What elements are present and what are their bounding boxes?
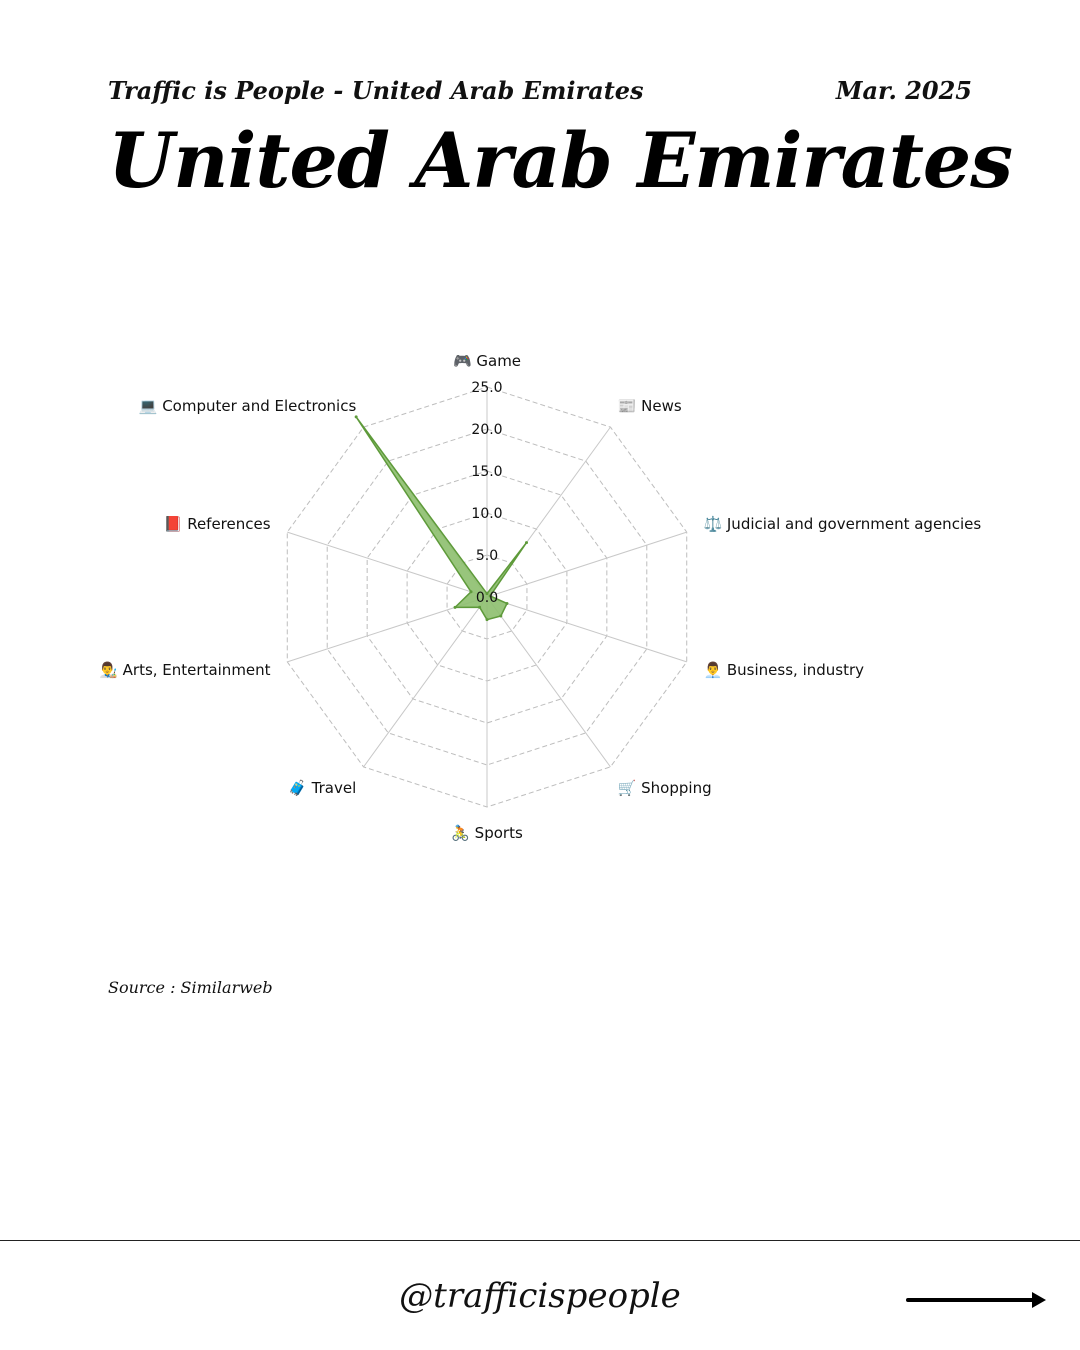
- data-point: [525, 541, 528, 544]
- page-title: United Arab Emirates: [108, 116, 1013, 205]
- source-note: Source : Similarweb: [108, 978, 273, 997]
- category-label: 👨‍🎨 Arts, Entertainment: [99, 660, 271, 679]
- category-label: 📕 References: [163, 515, 271, 534]
- data-point: [486, 618, 489, 621]
- tick-label: 20.0: [471, 422, 503, 438]
- data-point: [355, 415, 358, 418]
- grid-spoke: [487, 532, 687, 597]
- report-date: Mar. 2025: [835, 76, 972, 105]
- category-label: 💻 Computer and Electronics: [138, 397, 357, 416]
- arrow-right-icon[interactable]: [906, 1288, 1048, 1312]
- data-point: [478, 606, 481, 609]
- category-label: 🚴 Sports: [451, 824, 523, 842]
- footer-divider: [0, 1240, 1080, 1241]
- tick-label: 10.0: [471, 506, 503, 522]
- data-point: [454, 606, 457, 609]
- category-label: 🧳 Travel: [288, 778, 357, 797]
- tick-label: 0.0: [475, 590, 499, 606]
- category-label: 🎮 Game: [452, 352, 522, 370]
- category-label: 📰 News: [617, 397, 682, 416]
- grid-spoke: [487, 597, 610, 767]
- data-point: [470, 590, 473, 593]
- grid-spoke: [487, 597, 687, 662]
- category-label: 🛒 Shopping: [617, 778, 712, 797]
- series-title: Traffic is People - United Arab Emirates: [108, 76, 644, 105]
- category-label: 👨‍💼 Business, industry: [703, 660, 865, 679]
- account-handle[interactable]: @trafficispeople: [399, 1276, 681, 1316]
- category-label: ⚖️ Judicial and government agencies: [703, 515, 982, 534]
- tick-label: 5.0: [475, 548, 499, 564]
- data-point: [505, 602, 508, 605]
- data-point: [499, 615, 502, 618]
- tick-label: 15.0: [471, 464, 503, 480]
- grid-spoke: [364, 597, 487, 767]
- tick-label: 25.0: [471, 380, 503, 396]
